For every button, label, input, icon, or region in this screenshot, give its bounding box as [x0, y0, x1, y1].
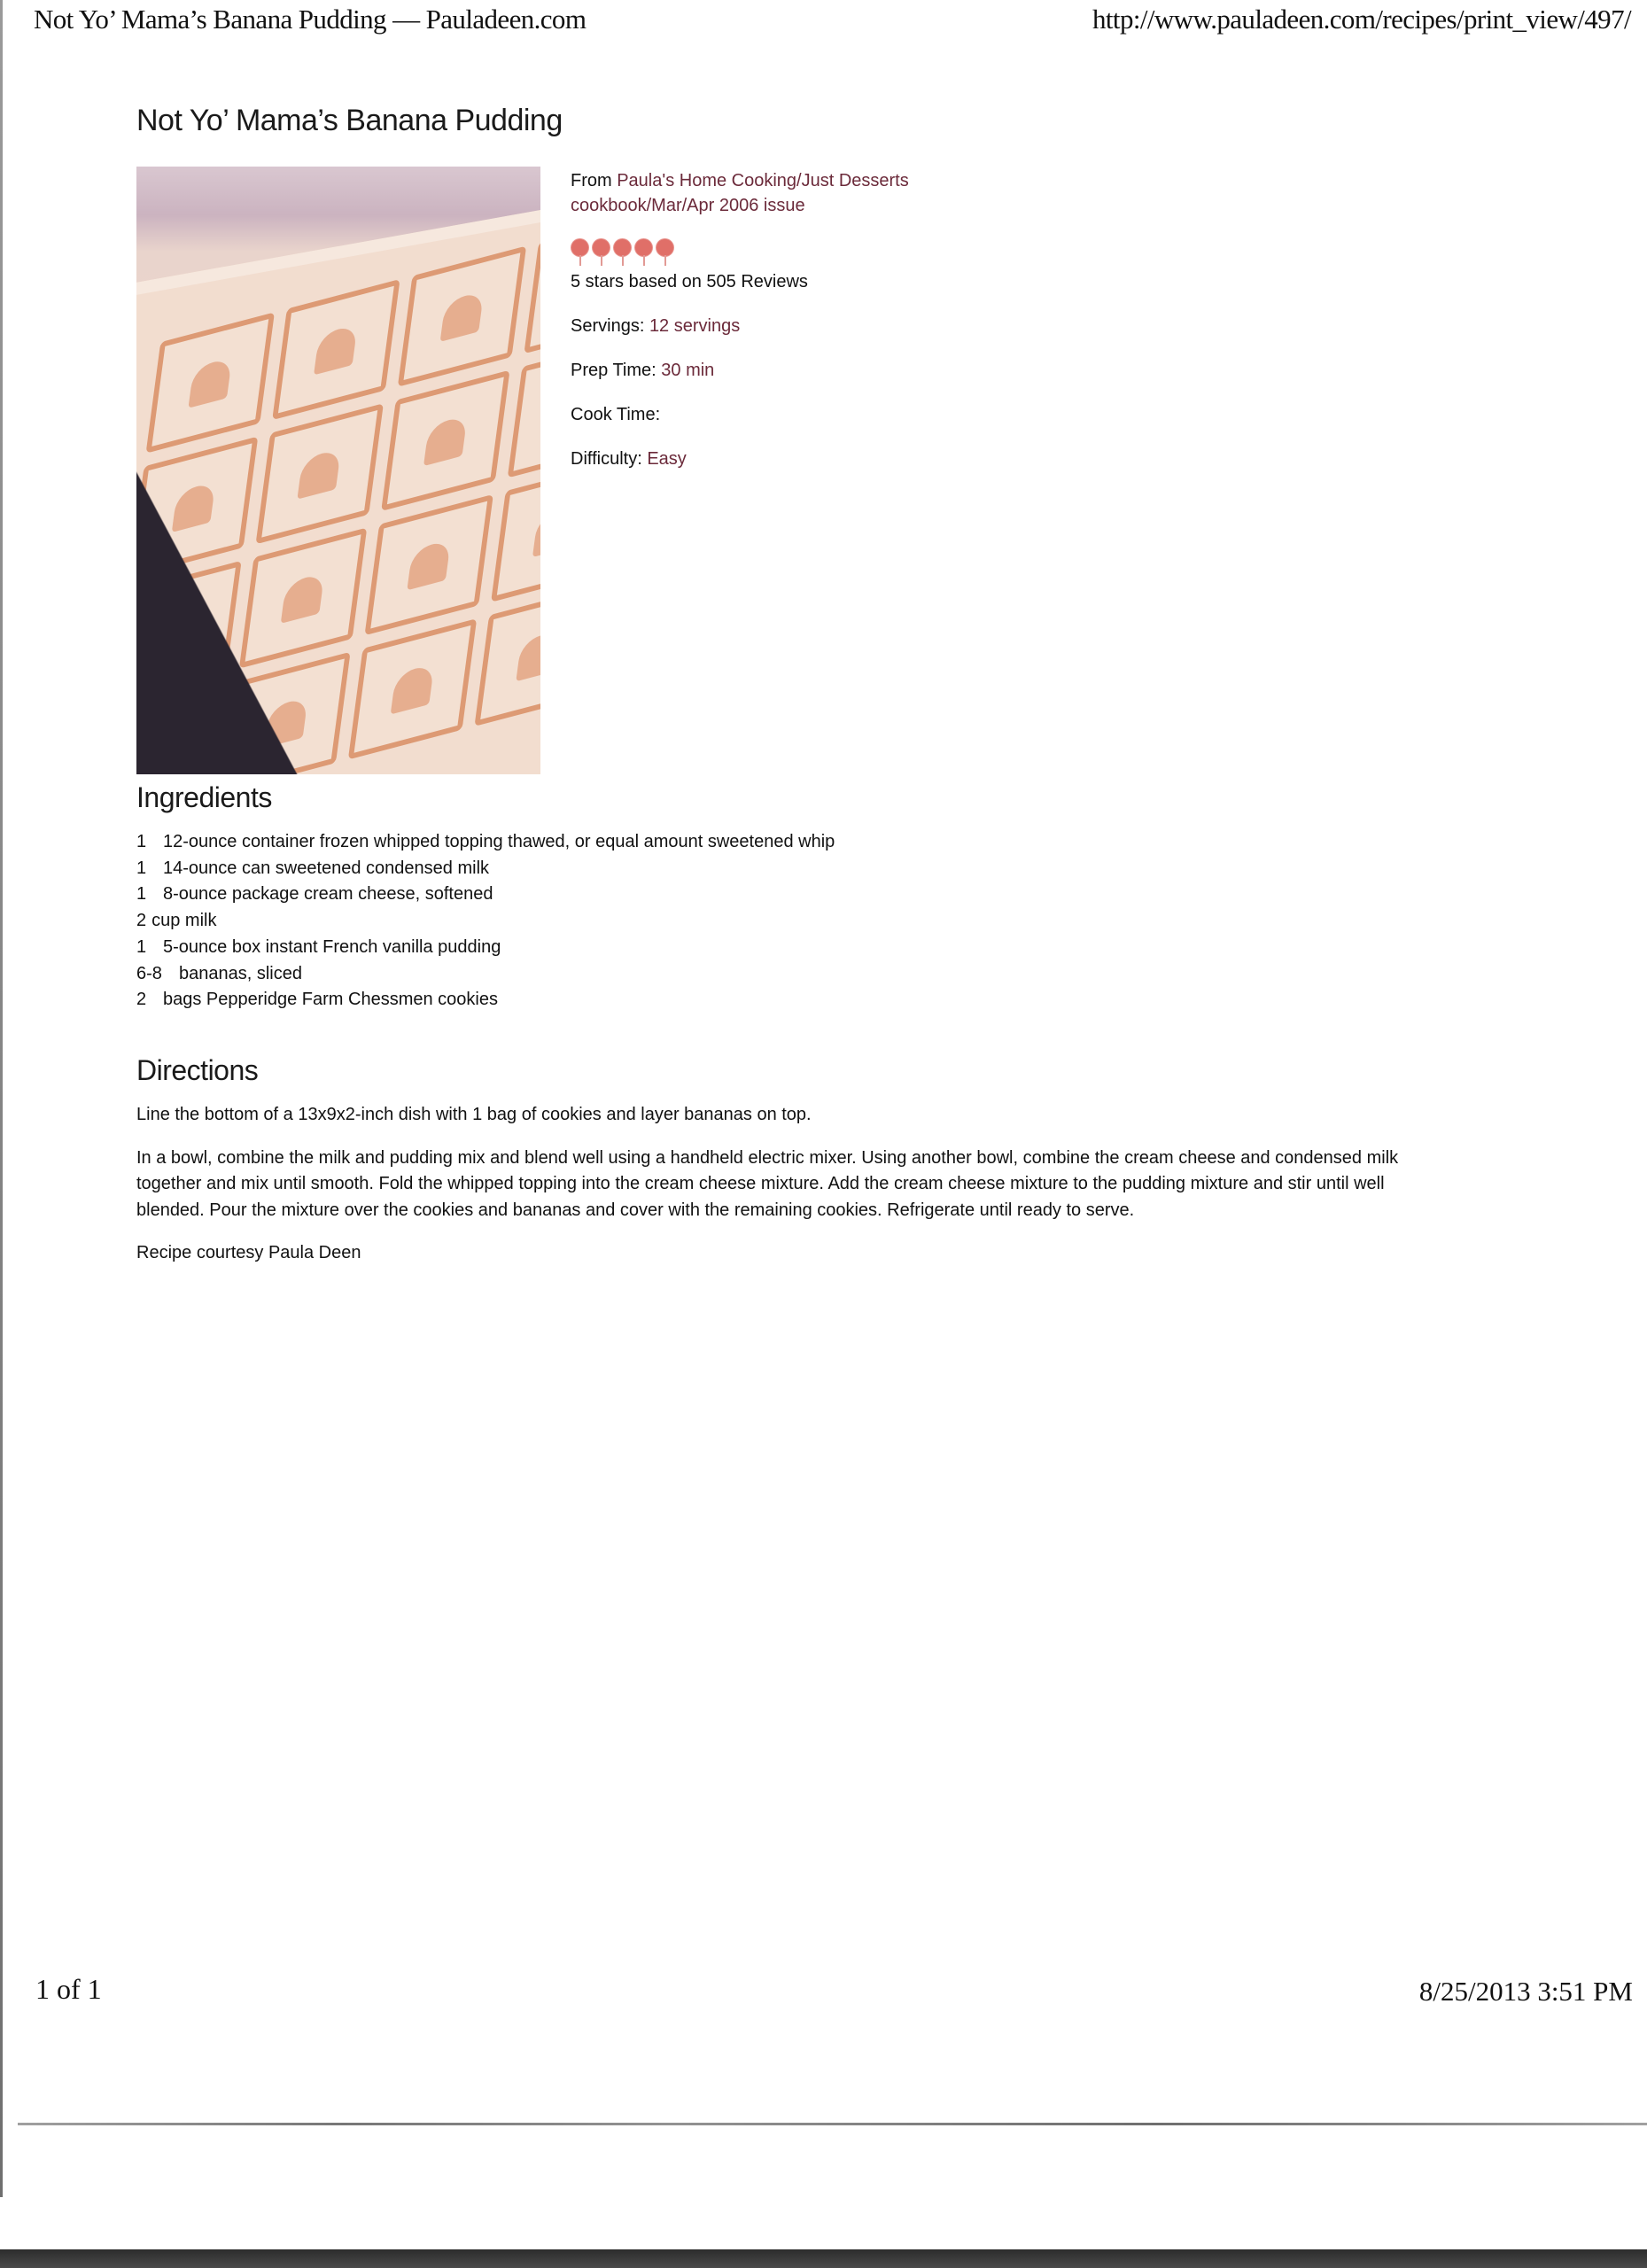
prep-time: [571, 358, 978, 383]
servings-value: 12 servings: [649, 316, 741, 336]
ingredients-list: [136, 829, 835, 1014]
print-header-title: Not Yo’ Mama’s Banana Pudding — Pauladeen.com: [34, 4, 587, 35]
recipe-source: [571, 168, 978, 218]
direction-step: In a bowl, combine the milk and pudding mix and blend well using a handheld electric mixer. Using another bowl, combine the cream cheese and condensed milk together and mix until smooth. Fold the whipped topping into the cream cheese mixture. Add the cream cheese mixture to the pudding mixture and stir until well blended. Pour the mixture over the cookies and bananas and cover with the remaining cookies. Refrigerate until ready to serve.: [136, 1147, 1399, 1220]
ingredient-item: [136, 829, 835, 856]
source-prefix: From: [571, 171, 618, 190]
lollipop-rating-icon: [592, 237, 610, 266]
scan-fold-line: [18, 2123, 1647, 2125]
directions-body: [136, 1102, 1412, 1284]
recipe-title: Not Yo’ Mama’s Banana Pudding: [136, 104, 563, 137]
scan-bottom-edge: [0, 2249, 1647, 2268]
lollipop-rating-icon: [613, 237, 632, 266]
scan-edge: [0, 0, 3, 2197]
ingredient-text: bags Pepperidge Farm Chessmen cookies: [163, 990, 498, 1010]
print-footer-page-number: 1 of 1: [35, 1973, 102, 2005]
rating-summary: 5 stars based on 505 Reviews: [571, 272, 808, 291]
ingredients-heading: Ingredients: [136, 781, 272, 813]
ingredient-text: 5-ounce box instant French vanilla pudding: [163, 936, 501, 957]
ingredient-item: [136, 961, 835, 988]
prep-time-value: 30 min: [661, 361, 715, 380]
ingredient-qty: 1: [136, 858, 147, 878]
recipe-credit: Recipe courtesy Paula Deen: [136, 1243, 361, 1262]
cook-time: [571, 402, 978, 427]
ingredient-text: 12-ounce container frozen whipped topping thawed, or equal amount sweetened whip: [163, 832, 835, 851]
ingredient-text: 8-ounce package cream cheese, softened: [163, 884, 493, 905]
source-link[interactable]: Paula's Home Cooking/Just Desserts: [617, 171, 909, 190]
recipe-photo: [136, 167, 540, 774]
print-header-url: http://www.pauladeen.com/recipes/print_view/497/: [1092, 4, 1631, 35]
photo-shadow: [136, 167, 540, 774]
ingredient-qty: 1: [136, 936, 147, 957]
print-footer-datetime: 8/25/2013 3:51 PM: [1418, 1976, 1633, 2007]
prep-time-label: Prep Time:: [571, 361, 662, 380]
ingredient-text: bananas, sliced: [179, 963, 302, 983]
ingredient-item: [136, 882, 835, 908]
lollipop-rating-icon: [571, 237, 589, 266]
ingredient-item: [136, 856, 835, 882]
difficulty-value: Easy: [647, 449, 687, 469]
ingredient-text: cup milk: [151, 911, 217, 931]
direction-step: Line the bottom of a 13x9x2-inch dish with 1 bag of cookies and layer bananas on top.: [136, 1105, 812, 1124]
ingredient-item: [136, 987, 835, 1014]
difficulty: [571, 447, 978, 471]
servings-label: Servings:: [571, 316, 649, 336]
servings: [571, 314, 978, 338]
lollipop-rating-icon: [634, 237, 653, 266]
ingredient-qty: 1: [136, 884, 147, 905]
directions-heading: Directions: [136, 1054, 259, 1086]
difficulty-label: Difficulty:: [571, 449, 648, 469]
lollipop-rating-icon: [656, 237, 674, 266]
source-link-continued[interactable]: cookbook/Mar/Apr 2006 issue: [571, 196, 805, 215]
ingredient-qty: 6-8: [136, 963, 162, 983]
ingredient-qty: 1: [136, 832, 147, 851]
ingredient-qty: 2: [136, 911, 147, 931]
ingredient-item: [136, 935, 835, 961]
ingredient-item: [136, 908, 835, 935]
ingredient-qty: 2: [136, 990, 147, 1010]
rating-icons: [571, 237, 978, 268]
ingredient-text: 14-ounce can sweetened condensed milk: [163, 858, 490, 878]
recipe-info: [571, 168, 978, 471]
cook-time-label: Cook Time:: [571, 405, 661, 424]
